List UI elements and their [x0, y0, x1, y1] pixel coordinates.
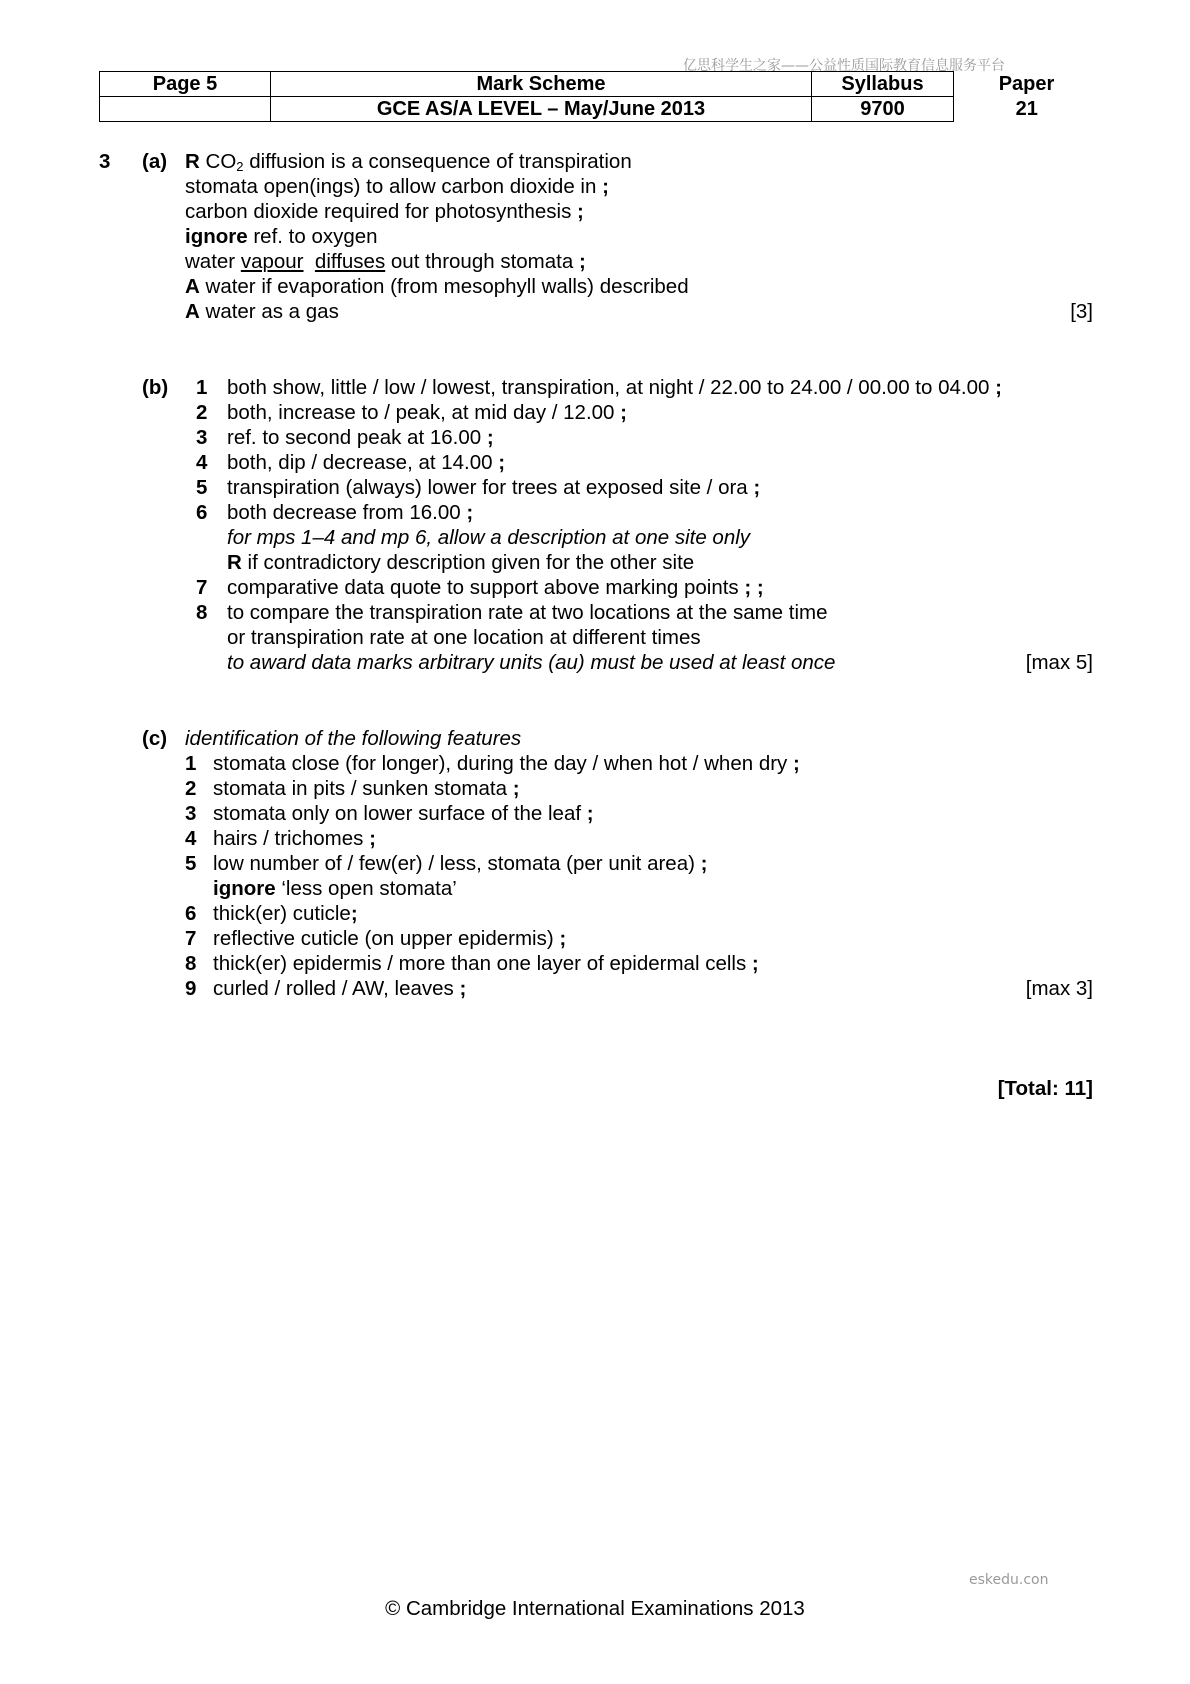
part-c-item-text: hairs / trichomes	[213, 827, 370, 850]
part-a-marks: [3]	[1070, 300, 1093, 323]
part-c-item-number: 6	[185, 902, 197, 925]
part-b-item	[227, 576, 764, 600]
part-b-item-number: 7	[196, 576, 208, 599]
part-c-item-text: reflective cuticle (on upper epidermis)	[213, 927, 560, 950]
mark-semicolon: ;	[459, 977, 467, 1000]
part-b-item-number: 1	[196, 376, 208, 399]
part-c-item	[213, 977, 466, 1001]
part-c-item	[213, 902, 358, 926]
accept-marker: A	[185, 275, 200, 298]
part-c-item-text: stomata close (for longer), during the day / when hot / when dry	[213, 752, 793, 775]
part-b-item-number: 5	[196, 476, 208, 499]
part-a-line-7-text: water as a gas	[199, 300, 339, 323]
part-b-item-text: both, increase to / peak, at mid day / 12.00	[227, 401, 621, 424]
mark-semicolons: ; ;	[744, 576, 764, 599]
part-c-marks: [max 3]	[1025, 977, 1093, 1000]
page-empty-cell	[100, 97, 271, 122]
part-c-item-number: 2	[185, 777, 197, 800]
part-c-item	[213, 802, 594, 826]
part-b-item	[227, 451, 505, 475]
part-b-reject-text: if contradictory description given for the other site	[241, 551, 695, 574]
reject-marker: R	[185, 150, 200, 173]
paper-value: 21	[1015, 98, 1038, 120]
part-b-item	[227, 501, 473, 525]
page-label: Page 5	[100, 72, 271, 97]
part-c-label: (c)	[142, 727, 168, 750]
question-number: 3	[99, 150, 111, 173]
mark-semicolon: ;	[586, 802, 594, 825]
part-b-item-text: comparative data quote to support above marking points	[227, 576, 745, 599]
part-c-item-number: 9	[185, 977, 197, 1000]
mark-semicolon: ;	[793, 752, 800, 775]
part-a-line-6	[185, 275, 689, 299]
part-b-item	[227, 476, 760, 500]
syllabus-value: 9700	[812, 97, 954, 122]
part-a-line-4-text: ref. to oxygen	[247, 225, 378, 248]
part-c-item-number: 5	[185, 852, 197, 875]
part-b-item-8-line-1: to compare the transpiration rate at two locations at the same time	[227, 601, 828, 624]
part-b-item-number: 8	[196, 601, 208, 624]
part-c-item-text: thick(er) epidermis / more than one layer of epidermal cells	[213, 952, 752, 975]
part-b-item-number: 2	[196, 401, 208, 424]
part-c-item-number: 4	[185, 827, 197, 850]
syllabus-label: Syllabus	[812, 72, 954, 97]
part-b-item-8-line-2: or transpiration rate at one location at different times	[227, 626, 701, 649]
part-c-item-number: 7	[185, 927, 197, 950]
underlined-vapour: vapour	[240, 250, 304, 273]
mark-semicolon: ;	[466, 501, 474, 524]
part-c-ignore-note	[213, 877, 457, 901]
mark-semicolon: ;	[602, 175, 609, 198]
mark-semicolon: ;	[578, 250, 586, 273]
part-b-item	[227, 401, 627, 425]
underlined-diffuses: diffuses	[314, 250, 386, 273]
mark-semicolon: ;	[350, 902, 358, 925]
part-c-item	[213, 752, 800, 776]
mark-semicolon: ;	[486, 426, 494, 449]
part-b-marks: [max 5]	[1025, 651, 1093, 674]
part-a-line-7	[185, 300, 339, 324]
mark-semicolon: ;	[995, 376, 1002, 399]
mark-semicolon: ;	[751, 952, 759, 975]
mark-semicolon: ;	[512, 777, 520, 800]
accept-marker: A	[185, 300, 200, 323]
co2-text: CO	[205, 150, 237, 173]
line5-b: out through stomata	[385, 250, 579, 273]
total-marks: [Total: 11]	[997, 1077, 1093, 1100]
part-b-item-text: both show, little / low / lowest, transpiration, at night / 22.00 to 24.00 / 00.00 to 04.00	[227, 376, 996, 399]
part-b-data-note: to award data marks arbitrary units (au) must be used at least once	[227, 651, 836, 674]
mark-semicolon: ;	[498, 451, 506, 474]
header-table	[99, 71, 1100, 122]
part-b-label: (b)	[142, 376, 169, 399]
part-c-item	[213, 952, 759, 976]
part-a-line-3-text: carbon dioxide required for photosynthesis	[185, 200, 578, 223]
part-c-item-text: low number of / few(er) / less, stomata (per unit area)	[213, 852, 701, 875]
part-a-line-2-text: stomata open(ings) to allow carbon dioxide in	[185, 175, 603, 198]
ignore-marker: ignore	[213, 877, 276, 900]
part-b-item-text: transpiration (always) lower for trees at exposed site / ora	[227, 476, 754, 499]
watermark-bottom: eskedu.con	[969, 1572, 1049, 1588]
part-b-item	[227, 376, 1002, 400]
part-a-line-6-text: water if evaporation (from mesophyll walls) described	[199, 275, 689, 298]
part-c-item-number: 1	[185, 752, 197, 775]
mark-semicolon: ;	[700, 852, 708, 875]
part-b-item-number: 3	[196, 426, 208, 449]
line5-space	[304, 250, 315, 273]
co2-subscript: 2	[236, 159, 244, 174]
part-b-note: for mps 1–4 and mp 6, allow a description at one site only	[227, 526, 751, 549]
mark-semicolon: ;	[753, 476, 761, 499]
part-c-item-text: stomata in pits / sunken stomata	[213, 777, 513, 800]
part-b-item-text: both decrease from 16.00	[227, 501, 467, 524]
part-c-item	[213, 852, 707, 876]
part-a-line-4	[185, 225, 378, 249]
part-c-item	[213, 827, 376, 851]
part-a-line-5	[185, 250, 586, 274]
mark-semicolon: ;	[559, 927, 567, 950]
part-b-item-number: 4	[196, 451, 208, 474]
watermark-top: 亿思科学生之家——公益性质国际教育信息服务平台	[683, 58, 1005, 74]
part-b-item-text: ref. to second peak at 16.00	[227, 426, 487, 449]
part-b-item-number: 6	[196, 501, 208, 524]
part-c-ignore-text: ‘less open stomata’	[275, 877, 457, 900]
part-a-label: (a)	[142, 150, 168, 173]
part-a-line-1-rest: diffusion is a consequence of transpiration	[243, 150, 632, 173]
mark-semicolon: ;	[620, 401, 627, 424]
ignore-marker: ignore	[185, 225, 248, 248]
mark-semicolon: ;	[369, 827, 376, 850]
part-c-item-text: stomata only on lower surface of the leaf	[213, 802, 587, 825]
part-c-item-number: 8	[185, 952, 197, 975]
part-a-line-3	[185, 200, 584, 224]
part-c-item	[213, 777, 520, 801]
line5-a: water	[185, 250, 241, 273]
part-c-item-text: curled / rolled / AW, leaves	[213, 977, 460, 1000]
part-c-intro: identification of the following features	[185, 727, 522, 750]
header-title: Mark Scheme	[271, 72, 812, 97]
part-b-reject-note	[227, 551, 694, 575]
part-b-item	[227, 426, 494, 450]
reject-marker: R	[227, 551, 242, 574]
part-c-item-text: thick(er) cuticle	[213, 902, 351, 925]
header-subtitle: GCE AS/A LEVEL – May/June 2013	[271, 97, 812, 122]
part-a-line-2	[185, 175, 609, 199]
footer-copyright: © Cambridge International Examinations 2013	[385, 1597, 805, 1620]
part-c-item-number: 3	[185, 802, 197, 825]
paper-label: Paper	[998, 73, 1055, 95]
part-c-item	[213, 927, 566, 951]
part-a-line-1	[185, 150, 632, 174]
mark-semicolon: ;	[577, 200, 584, 223]
part-b-item-text: both, dip / decrease, at 14.00	[227, 451, 499, 474]
